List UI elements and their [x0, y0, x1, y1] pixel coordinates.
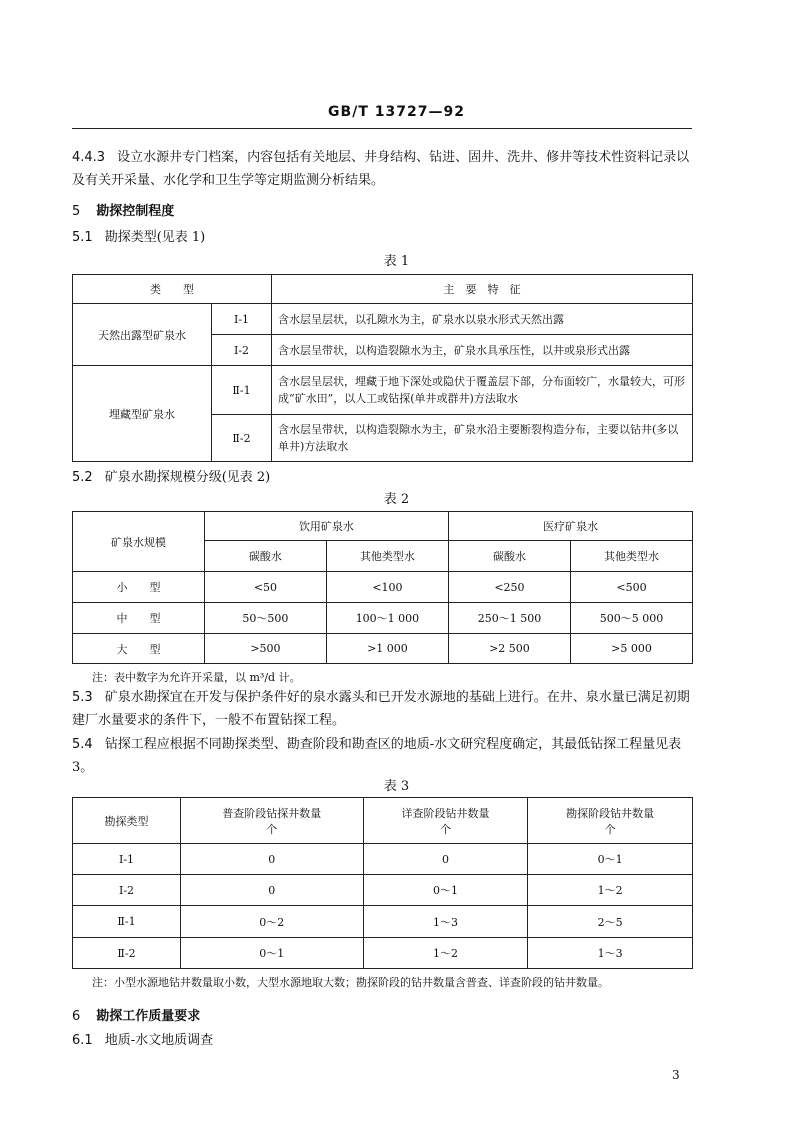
table-2-caption: 表 2 — [383, 492, 410, 507]
clause-number: 5.4 — [72, 737, 93, 752]
standard-code-header: GB/T 13727—92 — [328, 104, 465, 120]
header-unit: 个 — [266, 822, 278, 836]
table-3-header — [528, 798, 693, 844]
table-3-caption: 表 3 — [383, 779, 410, 794]
table-2-cell: <500 — [570, 572, 692, 603]
paragraph-5-2 — [72, 466, 692, 489]
table-3-cell: 0～1 — [363, 875, 528, 906]
table-3-cell: 2～5 — [528, 906, 693, 938]
section-5-heading — [72, 200, 174, 219]
table-2-cell: >5 000 — [570, 634, 692, 664]
table-3-header — [181, 798, 364, 844]
table-3-header-type: 勘探类型 — [73, 798, 181, 844]
table-2-sub-header: 其他类型水 — [570, 541, 692, 572]
table-1-caption: 表 1 — [383, 254, 410, 269]
header-line: 详查阶段钻井数量 — [401, 806, 490, 820]
clause-number: 6.1 — [72, 1033, 93, 1048]
table-3-cell: 0～1 — [528, 844, 693, 875]
table-2-cell: <50 — [204, 572, 326, 603]
paragraph-5-3 — [72, 686, 692, 732]
table-1-header-type: 类 型 — [73, 275, 272, 304]
header-line: 普查阶段钻探井数量 — [222, 806, 322, 820]
table-1-group-name: 天然出露型矿泉水 — [73, 304, 212, 366]
table-3-cell: 1～2 — [363, 938, 528, 969]
table-3-header — [363, 798, 528, 844]
table-3-type: Ⅱ-1 — [73, 906, 181, 938]
clause-number: 5.3 — [72, 690, 93, 705]
table-2-cell: >500 — [204, 634, 326, 664]
table-2-cell: 50～500 — [204, 603, 326, 634]
table-1-feature: 含水层呈层状，埋藏于地下深处或隐伏于覆盖层下部，分布面较广，水量较大，可形成“矿水田”，以人工或钻探(单井或群井)方法取水 — [272, 366, 693, 415]
table-1-header-feature: 主 要 特 征 — [272, 275, 693, 304]
table-3-cell: 0 — [363, 844, 528, 875]
table-1-feature: 含水层呈带状，以构造裂隙水为主，矿泉水沿主要断裂构造分布，主要以钻井(多以单井)方法取水 — [272, 415, 693, 462]
table-3-type: Ⅱ-2 — [73, 938, 181, 969]
table-3-note: 注：小型水源地钻井数量取小数，大型水源地取大数；勘探阶段的钻井数量含普查、详查阶段的钻井数量。 — [92, 976, 609, 989]
table-2-sub-header: 其他类型水 — [326, 541, 448, 572]
table-3-cell: 0～2 — [181, 906, 364, 938]
table-2-row-label: 小 型 — [73, 572, 205, 603]
table-3 — [72, 797, 693, 969]
table-2-group-header: 饮用矿泉水 — [204, 512, 448, 541]
header-unit: 个 — [604, 822, 616, 836]
table-1-feature: 含水层呈带状，以构造裂隙水为主，矿泉水具承压性，以井或泉形式出露 — [272, 335, 693, 366]
clause-number: 4.4.3 — [72, 150, 106, 165]
clause-text: 矿泉水勘探宜在开发与保护条件好的泉水露头和已开发水源地的基础上进行。在井、泉水量已满足初期建厂水量要求的条件下，一般不布置钻探工程。 — [72, 690, 690, 728]
table-3-cell: 0 — [181, 844, 364, 875]
table-1-code: Ⅱ-1 — [212, 366, 272, 415]
clause-text: 设立水源井专门档案，内容包括有关地层、井身结构、钻进、固井、洗井、修井等技术性资料记录以及有关开采量、水化学和卫生学等定期监测分析结果。 — [72, 150, 690, 188]
clause-text: 地质-水文地质调查 — [104, 1033, 214, 1048]
paragraph-5-1 — [72, 226, 692, 249]
clause-number: 5.2 — [72, 470, 93, 485]
table-2-sub-header: 碳酸水 — [448, 541, 570, 572]
table-3-cell: 1～3 — [528, 938, 693, 969]
table-3-type: Ⅰ-1 — [73, 844, 181, 875]
table-2-cell: 250～1 500 — [448, 603, 570, 634]
paragraph-5-4 — [72, 733, 692, 779]
section-number: 5 — [72, 204, 81, 219]
header-divider — [72, 128, 692, 129]
clause-text: 钻探工程应根据不同勘探类型、勘查阶段和勘查区的地质-水文研究程度确定，其最低钻探工程量见表 3。 — [72, 737, 682, 775]
table-2-cell: <250 — [448, 572, 570, 603]
header-line: 勘探阶段钻井数量 — [566, 806, 655, 820]
table-2-cell: 100～1 000 — [326, 603, 448, 634]
table-1-group-name: 埋藏型矿泉水 — [73, 366, 212, 462]
paragraph-4-4-3 — [72, 146, 692, 192]
section-title: 勘探工作质量要求 — [96, 1009, 201, 1024]
section-6-heading — [72, 1005, 200, 1024]
table-2-row-label: 中 型 — [73, 603, 205, 634]
table-3-type: Ⅰ-2 — [73, 875, 181, 906]
table-2 — [72, 511, 693, 664]
table-3-cell: 0 — [181, 875, 364, 906]
page-number: 3 — [672, 1068, 680, 1082]
table-3-cell: 1～3 — [363, 906, 528, 938]
table-1 — [72, 274, 693, 462]
table-2-cell: >2 500 — [448, 634, 570, 664]
table-2-cell: <100 — [326, 572, 448, 603]
header-unit: 个 — [439, 822, 451, 836]
section-title: 勘探控制程度 — [96, 204, 175, 219]
table-1-code: Ⅰ-2 — [212, 335, 272, 366]
table-2-row-header: 矿泉水规模 — [73, 512, 205, 572]
paragraph-6-1 — [72, 1029, 692, 1052]
table-3-cell: 0～1 — [181, 938, 364, 969]
table-2-cell: >1 000 — [326, 634, 448, 664]
table-1-code: Ⅰ-1 — [212, 304, 272, 335]
clause-text: 矿泉水勘探规模分级(见表 2) — [104, 470, 271, 485]
table-1-feature: 含水层呈层状，以孔隙水为主，矿泉水以泉水形式天然出露 — [272, 304, 693, 335]
table-2-row-label: 大 型 — [73, 634, 205, 664]
table-2-note: 注：表中数字为允许开采量，以 m³/d 计。 — [92, 671, 301, 684]
clause-text: 勘探类型(见表 1) — [104, 230, 206, 245]
table-2-sub-header: 碳酸水 — [204, 541, 326, 572]
section-number: 6 — [72, 1009, 81, 1024]
table-3-cell: 1～2 — [528, 875, 693, 906]
table-2-group-header: 医疗矿泉水 — [448, 512, 692, 541]
table-2-cell: 500～5 000 — [570, 603, 692, 634]
table-1-code: Ⅱ-2 — [212, 415, 272, 462]
clause-number: 5.1 — [72, 230, 93, 245]
